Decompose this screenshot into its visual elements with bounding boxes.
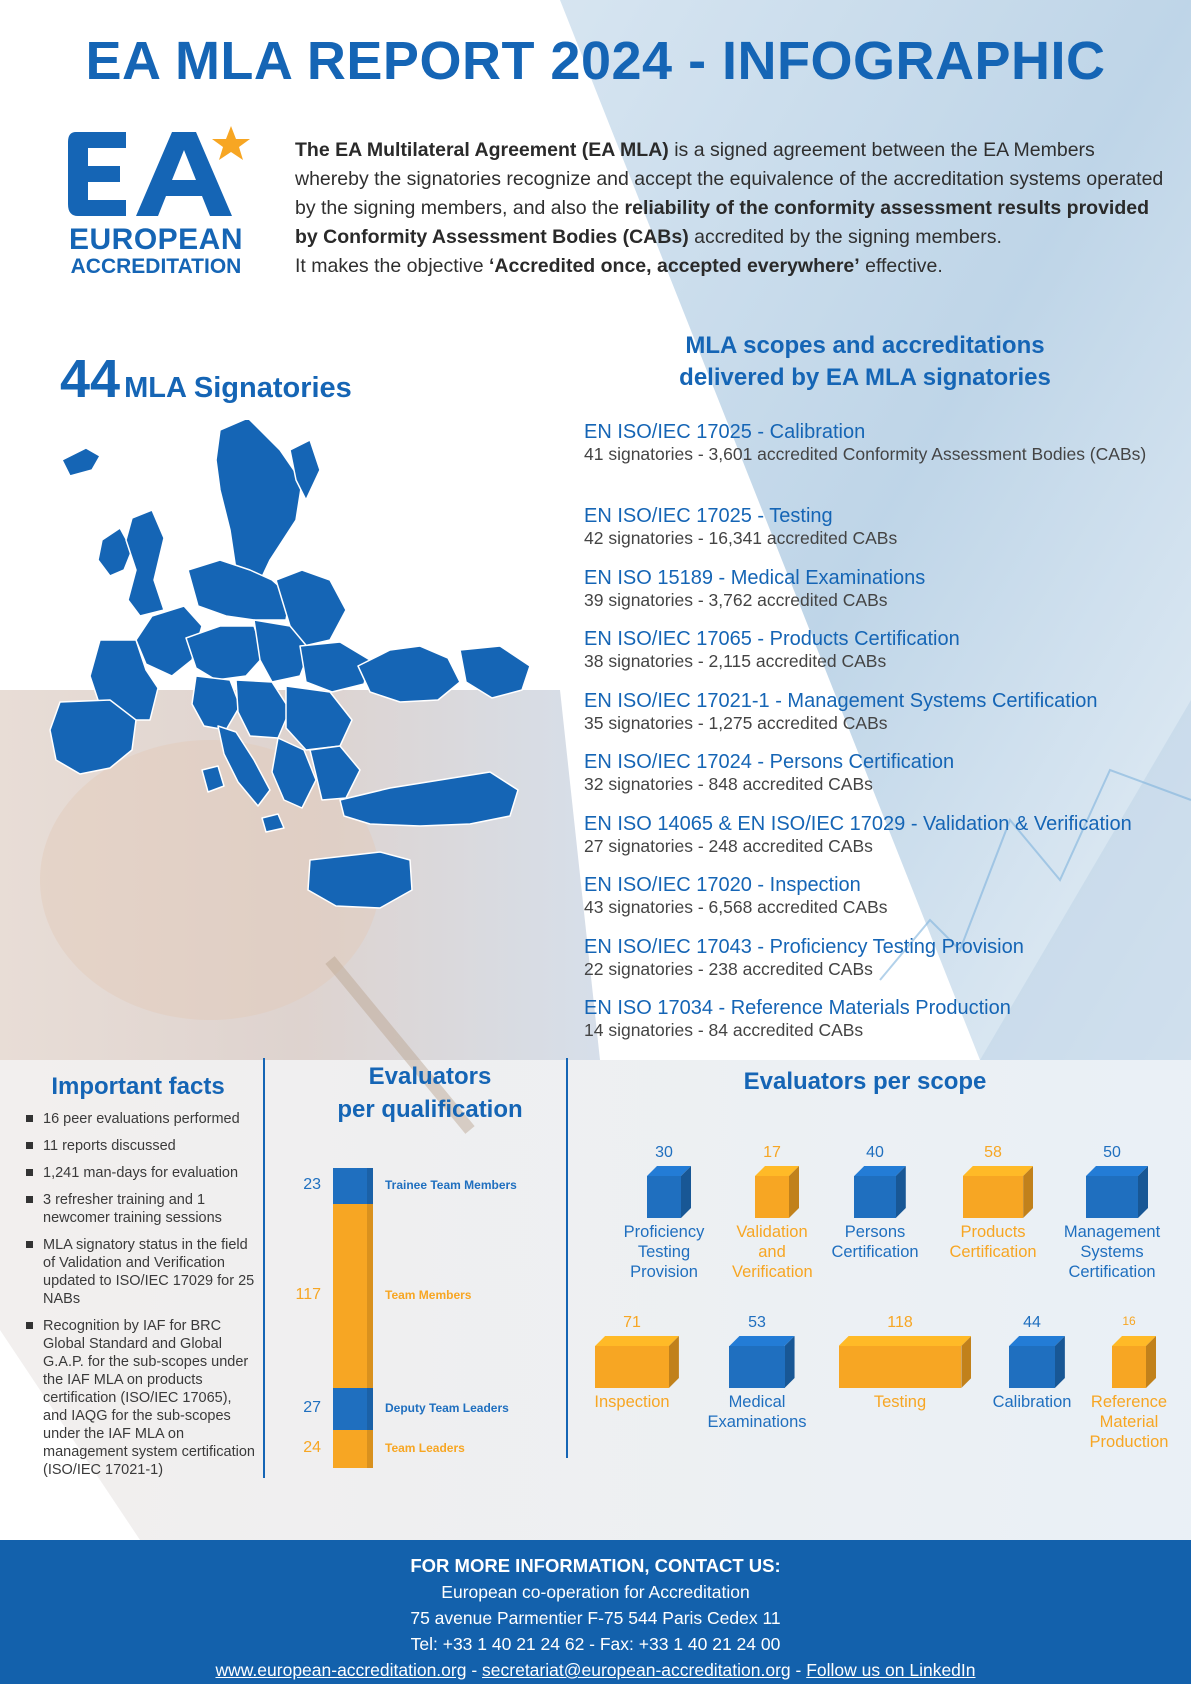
scopes-heading-line2: delivered by EA MLA signatories <box>679 364 1051 391</box>
bar-top-face <box>595 1336 679 1346</box>
bar-front-face <box>1009 1346 1055 1388</box>
scope-bar-label: Validation and Verification <box>732 1223 813 1281</box>
scope-bar-value: 118 <box>887 1314 913 1331</box>
bar-front-face <box>1112 1346 1146 1388</box>
footer-separator-1: - <box>466 1660 483 1680</box>
scope-name: EN ISO/IEC 17065 - Products Certification <box>584 628 960 650</box>
qualification-value: 23 <box>303 1176 321 1193</box>
intro-bold-3: ‘Accredited once, accepted everywhere’ <box>489 255 860 277</box>
scope-bar <box>854 1166 906 1218</box>
scope-bar <box>1112 1336 1156 1388</box>
scope-bar <box>647 1166 691 1218</box>
scope-bar-label: Persons Certification <box>831 1223 919 1261</box>
logo-line-european: EUROPEAN <box>68 223 244 256</box>
bar-front-face <box>595 1346 669 1388</box>
intro-text-1: is a signed agreement between the EA Members whereby the signatories recognize and accept the equivalence of the accreditation systems operated by the signing members, and also the <box>295 139 1164 219</box>
fact-item: 11 reports discussed <box>26 1137 256 1155</box>
qualification-value: 27 <box>303 1399 321 1416</box>
scope-name: EN ISO/IEC 17021-1 - Management Systems Certification <box>584 689 1098 712</box>
scope-bar-value: 71 <box>623 1314 641 1331</box>
qualification-label: Team Leaders <box>385 1441 465 1455</box>
bar-front-face <box>854 1176 896 1218</box>
facts-heading: Important facts <box>51 1073 225 1100</box>
scope-detail: 32 signatories - 848 accredited CABs <box>584 774 873 794</box>
bar-top-face <box>839 1336 972 1346</box>
footer-phone: Tel: +33 1 40 21 24 62 - Fax: +33 1 40 21 24 00 <box>410 1634 781 1654</box>
scope-bar-value: 17 <box>763 1144 781 1161</box>
footer-address: 75 avenue Parmentier F-75 544 Paris Cedex 11 <box>410 1608 781 1628</box>
scope-bar-label: Reference Material Production <box>1089 1393 1169 1451</box>
scope-bar-value: 50 <box>1103 1144 1121 1161</box>
evaluators-scope-heading: Evaluators per scope <box>743 1068 987 1095</box>
bar-front-face <box>839 1346 962 1388</box>
footer-heading: FOR MORE INFORMATION, CONTACT US: <box>410 1555 781 1576</box>
qualification-value: 117 <box>295 1286 321 1303</box>
fact-item: 3 refresher training and 1 newcomer training sessions <box>26 1191 256 1227</box>
footer-org: European co-operation for Accreditation <box>441 1582 750 1602</box>
scope-name: EN ISO 15189 - Medical Examinations <box>584 566 926 589</box>
scope-bar-value: 30 <box>655 1144 673 1161</box>
fact-item: Recognition by IAF for BRC Global Standard and Global G.A.P. for the sub-scopes under the IAF MLA on products certification (ISO/IEC 17065), and IAQG for the sub-scopes under the IAF MLA on management system certification (ISO/IEC 17021-1) <box>26 1317 256 1479</box>
contact-footer <box>0 1540 1191 1684</box>
scope-bar-value: 44 <box>1023 1314 1041 1331</box>
bar-front-face <box>647 1176 681 1218</box>
scope-bar-label: Medical Examinations <box>707 1393 807 1431</box>
scope-detail: 41 signatories - 3,601 accredited Conformity Assessment Bodies (CABs) <box>584 444 1147 464</box>
email-link[interactable]: secretariat@european-accreditation.org <box>482 1660 791 1680</box>
scope-bar-value: 58 <box>984 1144 1002 1161</box>
scope-name: EN ISO/IEC 17025 - Testing <box>584 505 833 527</box>
scope-name: EN ISO/IEC 17043 - Proficiency Testing Provision <box>584 935 1024 958</box>
bar-front-face <box>1086 1176 1138 1218</box>
scope-bar <box>1009 1336 1065 1388</box>
fact-item: 1,241 man-days for evaluation <box>26 1164 256 1182</box>
scope-bar-label: Management Systems Certification <box>1063 1223 1161 1281</box>
scope-bar-value: 16 <box>1122 1314 1136 1328</box>
scope-bar-label: Testing <box>873 1393 927 1411</box>
scope-bar <box>1086 1166 1148 1218</box>
linkedin-link[interactable]: Follow us on LinkedIn <box>806 1660 976 1680</box>
intro-bold-1: The EA Multilateral Agreement (EA MLA) <box>295 139 669 161</box>
scope-bar <box>595 1336 679 1388</box>
scope-name: EN ISO 14065 & EN ISO/IEC 17029 - Validation & Verification <box>584 812 1132 835</box>
fact-item: 16 peer evaluations performed <box>26 1110 256 1128</box>
scope-detail: 27 signatories - 248 accredited CABs <box>584 835 873 856</box>
bar-top-face <box>729 1336 794 1346</box>
signatories-label: MLA Signatories <box>124 372 352 404</box>
footer-links <box>0 1657 1191 1683</box>
scope-detail: 22 signatories - 238 accredited CABs <box>584 958 873 979</box>
scope-name: EN ISO/IEC 17020 - Inspection <box>584 874 861 896</box>
scope-bar <box>729 1336 794 1388</box>
bar-front-face <box>755 1176 789 1218</box>
qualification-value: 24 <box>303 1439 321 1456</box>
scope-bar-label: Products Certification <box>949 1223 1037 1261</box>
intro-text-4: effective. <box>859 255 943 277</box>
footer-separator-2: - <box>790 1660 807 1680</box>
bar-top-face <box>1086 1166 1148 1176</box>
intro-text-2: accredited by the signing members. <box>688 226 1002 248</box>
bar-top-face <box>963 1166 1033 1176</box>
intro-bold-2: reliability of the conformity assessment results provided by Conformity Assessment Bodies (CABs) <box>295 197 1150 248</box>
fact-item: MLA signatory status in the field of Validation and Verification updated to ISO/IEC 17029 for 25 NABs <box>26 1236 256 1308</box>
scope-detail: 14 signatories - 84 accredited CABs <box>584 1020 864 1040</box>
scope-bar-label: Proficiency Testing Provision <box>623 1223 705 1281</box>
scope-bar-value: 40 <box>866 1144 884 1161</box>
scope-detail: 39 signatories - 3,762 accredited CABs <box>584 589 888 610</box>
scope-detail: 43 signatories - 6,568 accredited CABs <box>584 897 888 917</box>
scope-bar-label: Inspection <box>594 1393 670 1411</box>
scope-bar <box>755 1166 799 1218</box>
evaluators-qualification-heading-line1: Evaluators <box>368 1063 492 1090</box>
scope-bar <box>963 1166 1033 1218</box>
qualification-label: Trainee Team Members <box>385 1178 517 1192</box>
scope-detail: 38 signatories - 2,115 accredited CABs <box>584 651 887 671</box>
bar-front-face <box>729 1346 784 1388</box>
evaluators-qualification-heading-line2: per qualification <box>337 1096 523 1123</box>
scope-name: EN ISO 17034 - Reference Materials Production <box>584 997 1011 1019</box>
scope-bar <box>839 1336 972 1388</box>
scope-detail: 35 signatories - 1,275 accredited CABs <box>584 712 888 733</box>
scope-bar-value: 53 <box>748 1314 766 1331</box>
intro-text-3: It makes the objective <box>295 255 490 277</box>
scopes-heading-line1: MLA scopes and accreditations <box>685 332 1045 359</box>
signatories-number: 44 <box>60 349 121 409</box>
bar-front-face <box>963 1176 1023 1218</box>
qualification-label: Deputy Team Leaders <box>385 1401 509 1415</box>
scope-name: EN ISO/IEC 17024 - Persons Certification <box>584 751 955 773</box>
website-link[interactable]: www.european-accreditation.org <box>215 1660 467 1680</box>
page-title: EA MLA REPORT 2024 - INFOGRAPHIC <box>85 31 1106 91</box>
qualification-label: Team Members <box>385 1288 472 1302</box>
logo-line-accreditation: ACCREDITATION <box>70 255 242 278</box>
scope-bar-label: Calibration <box>992 1393 1072 1411</box>
scope-detail: 42 signatories - 16,341 accredited CABs <box>584 528 898 548</box>
scope-name: EN ISO/IEC 17025 - Calibration <box>584 421 866 443</box>
